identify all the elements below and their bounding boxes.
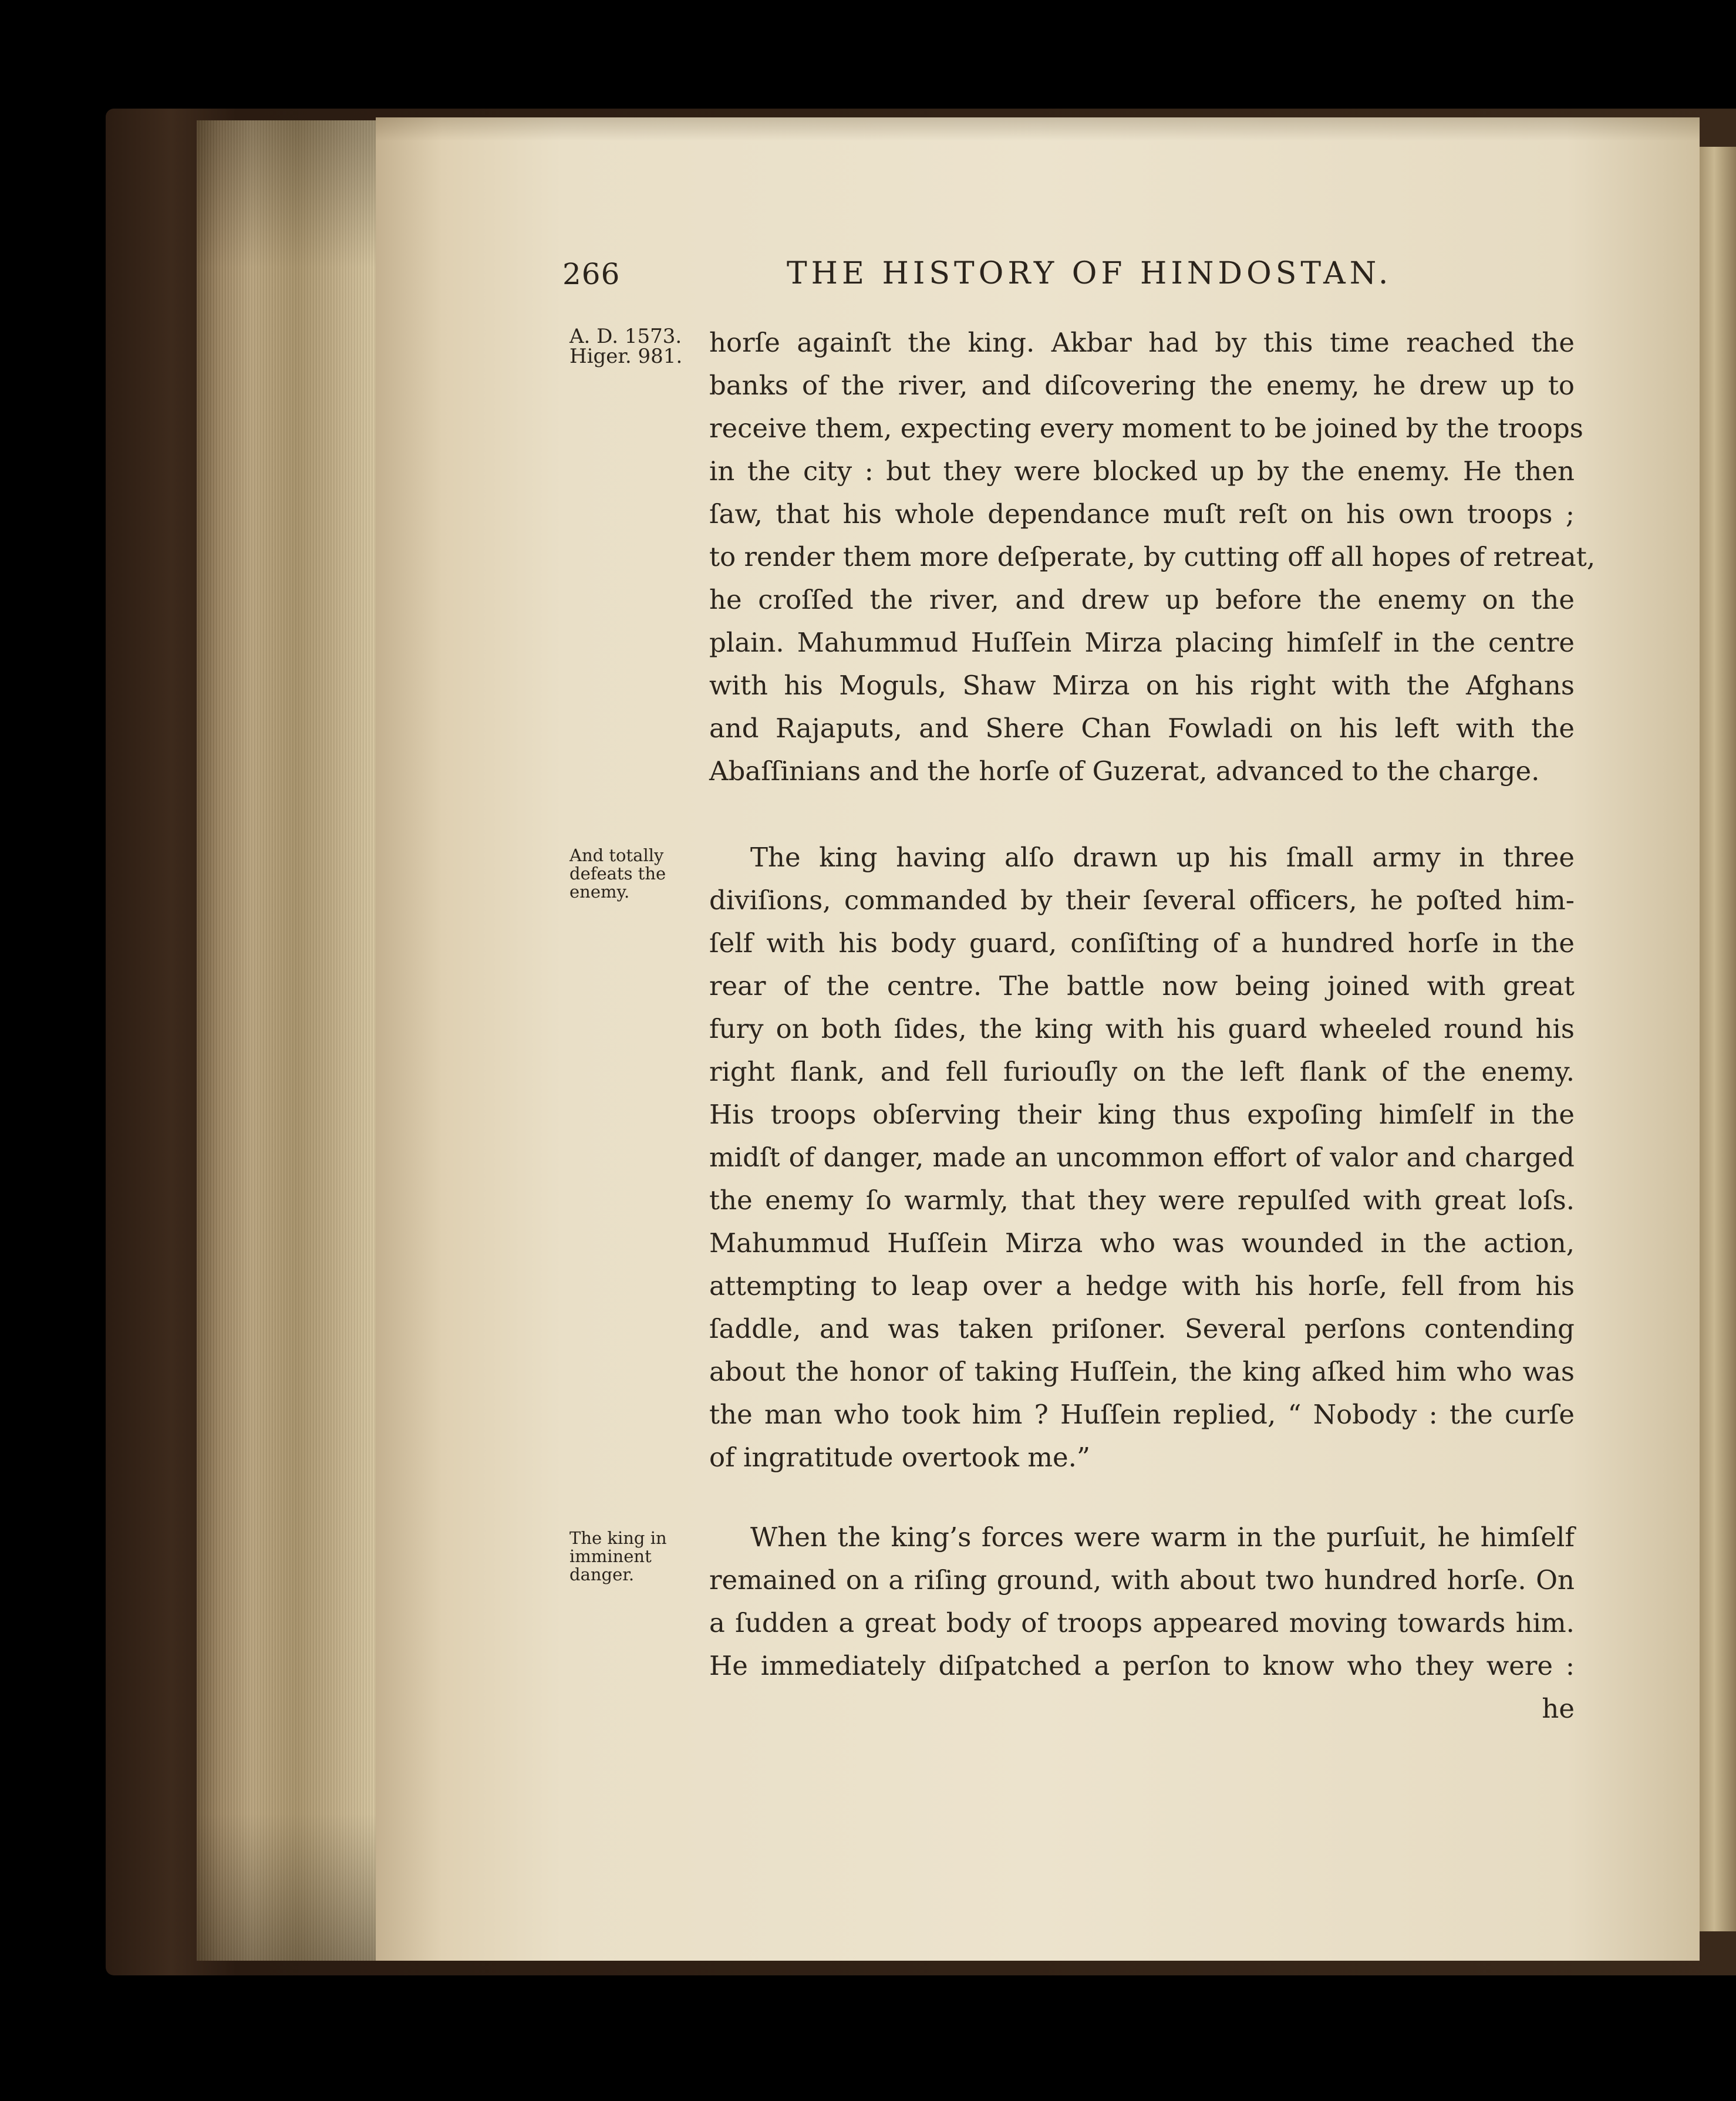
margin-note-line: enemy. xyxy=(569,882,630,902)
text-line: attempting to leap over a hedge with his horſe, fell from his xyxy=(709,1270,1575,1301)
margin-note-line: defeats the xyxy=(569,864,666,883)
text-line: midſt of danger, made an uncommon effort of valor and charged xyxy=(709,1142,1575,1173)
margin-note-line: imminent xyxy=(569,1546,652,1566)
paragraph-3 xyxy=(709,1516,1575,1730)
text-line: ſelf with his body guard, conſiſting of a hundred horſe in the xyxy=(709,928,1575,959)
text-line: of ingratitude overtook me.” xyxy=(709,1442,1090,1473)
page-block-shadow xyxy=(197,120,379,1961)
margin-note-date xyxy=(569,326,693,366)
text-line: about the honor of taking Huſſein, the king aſked him who was xyxy=(709,1356,1575,1387)
text-line: in the city : but they were blocked up by the enemy. He then xyxy=(709,456,1575,487)
text-line: and Rajaputs, and Shere Chan Fowladi on his left with the xyxy=(709,713,1575,744)
text-line: diviſions, commanded by their ſeveral officers, he poſted him- xyxy=(709,885,1575,916)
text-line: ſaddle, and was taken priſoner. Several perſons contending xyxy=(709,1313,1575,1344)
text-line: receive them, expecting every moment to be joined by the troops xyxy=(709,413,1583,444)
catchword: he xyxy=(1542,1693,1575,1724)
text-line: banks of the river, and diſcovering the enemy, he drew up to xyxy=(709,370,1575,401)
text-line: rear of the centre. The battle now being joined with great xyxy=(709,970,1575,1001)
text-line: When the king’s forces were warm in the purſuit, he himſelf xyxy=(750,1522,1575,1553)
running-head: THE HISTORY OF HINDOSTAN. xyxy=(787,256,1393,291)
text-line: he croſſed the river, and drew up before the enemy on the xyxy=(709,584,1575,615)
text-line: a ſudden a great body of troops appeared moving towards him. xyxy=(709,1607,1575,1638)
paragraph-2 xyxy=(709,836,1575,1479)
text-line: plain. Mahummud Huſſein Mirza placing himſelf in the centre xyxy=(709,627,1575,658)
text-line: His troops obſerving their king thus expoſing himſelf in the xyxy=(709,1099,1575,1130)
text-line: horſe againſt the king. Akbar had by this time reached the xyxy=(709,327,1575,358)
text-line: to render them more deſperate, by cutting off all hopes of retreat, xyxy=(709,541,1596,572)
text-line: Abaſſinians and the horſe of Guzerat, advanced to the charge. xyxy=(709,756,1540,787)
page-top-shadow xyxy=(376,117,1700,141)
margin-note-line: danger. xyxy=(569,1564,635,1584)
text-line: right flank, and fell furiouſly on the left flank of the enemy. xyxy=(709,1056,1575,1087)
text-line: remained on a riſing ground, with about two hundred horſe. On xyxy=(709,1564,1575,1596)
text-line: ſaw, that his whole dependance muſt reſt on his own troops ; xyxy=(709,498,1575,530)
margin-note-line: The king in xyxy=(569,1528,667,1548)
margin-note-defeat xyxy=(569,847,693,901)
margin-note-line: Higer. 981. xyxy=(569,345,683,368)
margin-note-line: A. D. 1573. xyxy=(569,325,682,348)
facing-page-edge xyxy=(1700,147,1736,1931)
text-line: the enemy ſo warmly, that they were repulſed with great loſs. xyxy=(709,1185,1575,1216)
page-number: 266 xyxy=(562,257,621,291)
margin-note-danger xyxy=(569,1529,693,1584)
margin-note-line: And totally xyxy=(569,845,664,865)
text-line: The king having alſo drawn up his ſmall army in three xyxy=(750,842,1575,873)
text-line: fury on both ſides, the king with his guard wheeled round his xyxy=(709,1013,1575,1044)
text-line: Mahummud Huſſein Mirza who was wounded in the action, xyxy=(709,1227,1575,1259)
text-line: with his Moguls, Shaw Mirza on his right with the Afghans xyxy=(709,670,1575,701)
text-line: the man who took him ? Huſſein replied, “ Nobody : the curſe xyxy=(709,1399,1575,1430)
text-line: He immediately diſpatched a perſon to know who they were : xyxy=(709,1650,1575,1681)
paragraph-1 xyxy=(709,321,1596,792)
